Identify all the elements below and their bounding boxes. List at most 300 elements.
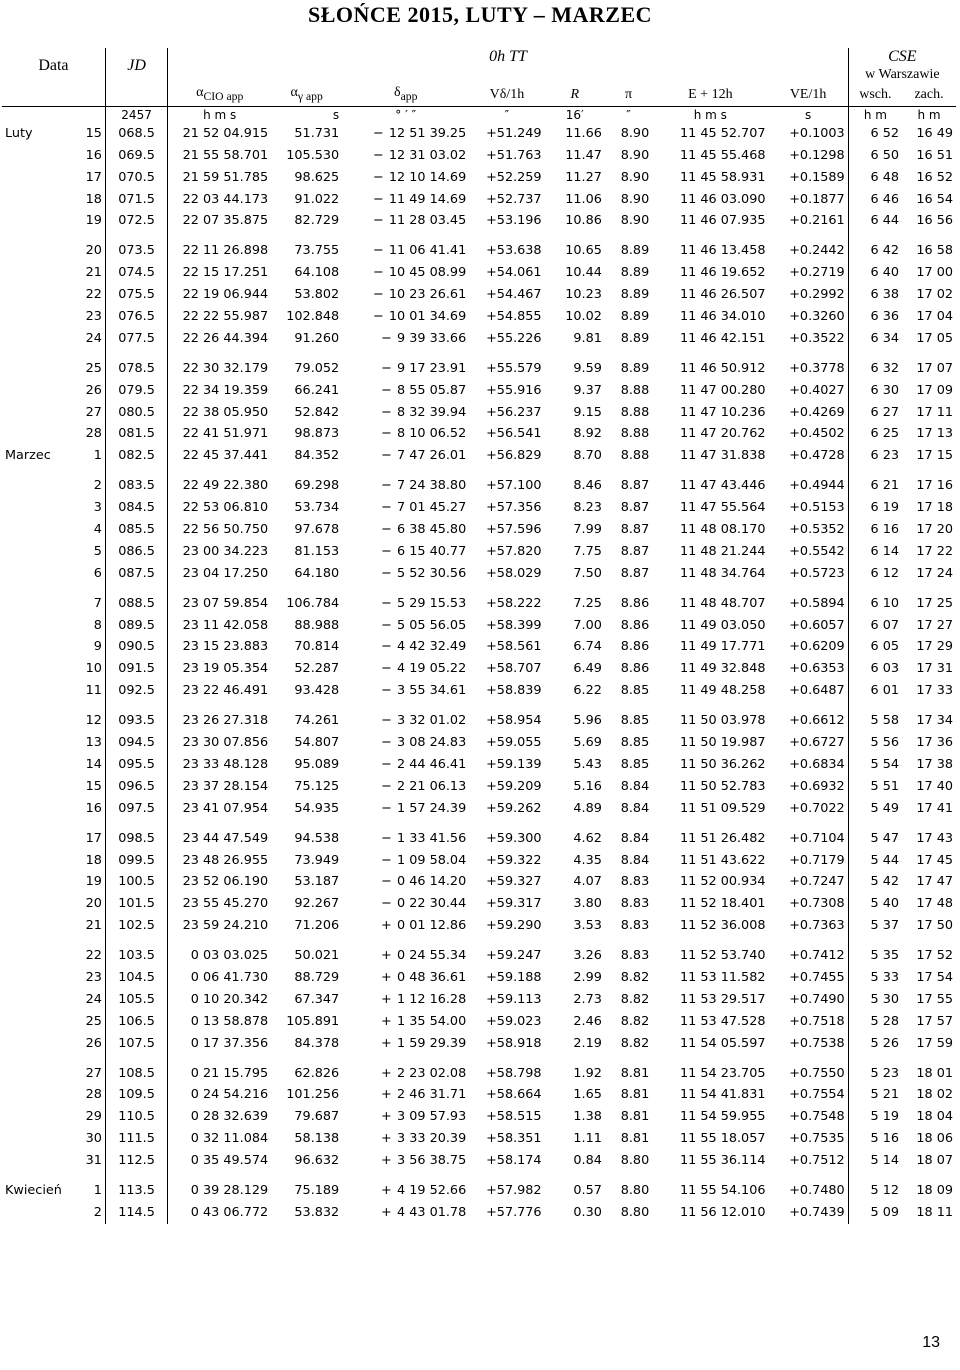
cell-pi: 8.80 <box>620 1204 650 1220</box>
cell-ve: +0.2442 <box>789 243 845 259</box>
dec-sign: − <box>381 617 392 633</box>
cell-r: 3.53 <box>573 918 602 934</box>
dec-value: 10 01 34.69 <box>388 309 467 325</box>
cell-ra: 0 03 03.025 <box>168 937 271 967</box>
cell-vd: +58.561 <box>486 639 542 655</box>
cell-set: 17 11 <box>916 404 953 420</box>
cell-day: 25 <box>85 360 102 376</box>
cell-rise: 6 42 <box>848 232 902 262</box>
cell-set: 17 40 <box>916 778 953 794</box>
cell-ve: +0.4502 <box>789 426 845 442</box>
cell-month <box>2 658 75 680</box>
cell-set: 16 56 <box>916 213 953 229</box>
cell-rise: 5 21 <box>848 1084 902 1106</box>
cell-day: 31 <box>85 1153 102 1169</box>
dec-value: 5 52 30.56 <box>397 565 467 581</box>
cell-vd: +52.259 <box>486 169 542 185</box>
header-wsch: wsch. <box>848 84 902 106</box>
cell-day: 15 <box>85 125 102 141</box>
cell-ve: +0.6932 <box>789 778 845 794</box>
cell-pi: 8.83 <box>620 874 650 890</box>
cell-rag: 95.089 <box>294 756 340 772</box>
unit-wsch: h m <box>848 106 902 123</box>
cell-ve: +0.7535 <box>789 1131 845 1147</box>
cell-dec <box>342 445 469 467</box>
cell-e: 11 47 10.236 <box>680 404 766 420</box>
cell-ra: 23 30 07.856 <box>168 732 271 754</box>
cell-r: 4.35 <box>573 852 602 868</box>
cell-set: 17 41 <box>916 800 953 816</box>
dec-sign: − <box>381 360 392 376</box>
header-delta <box>342 84 469 106</box>
dec-sign: − <box>381 830 392 846</box>
dec-value: 6 15 40.77 <box>397 543 467 559</box>
cell-rise: 5 35 <box>848 937 902 967</box>
alpha-cio-subscript: CIO app <box>203 89 244 103</box>
cell-ra: 23 37 28.154 <box>168 776 271 798</box>
table-row <box>2 732 956 754</box>
cell-vd: +55.579 <box>486 360 542 376</box>
cell-dec <box>342 541 469 563</box>
cell-rise: 6 21 <box>848 467 902 497</box>
dec-sign: + <box>381 969 392 985</box>
dec-value: 3 56 38.75 <box>397 1153 467 1169</box>
cell-ra: 0 17 37.356 <box>168 1033 271 1055</box>
cell-day: 1 <box>93 448 102 464</box>
table-row <box>2 1011 956 1033</box>
dec-sign: − <box>381 522 392 538</box>
cell-rag: 73.755 <box>294 243 340 259</box>
dec-value: 3 55 34.61 <box>397 683 467 699</box>
cell-jd: 079.5 <box>105 380 167 402</box>
dec-value: 7 47 26.01 <box>397 448 467 464</box>
cell-rise: 5 49 <box>848 798 902 820</box>
cell-rise: 5 12 <box>848 1172 902 1202</box>
cell-month <box>2 401 75 423</box>
cell-day: 6 <box>93 565 102 581</box>
cell-month <box>2 328 75 350</box>
cell-r: 10.23 <box>565 287 602 303</box>
cell-r: 2.19 <box>573 1035 602 1051</box>
cell-vd: +55.226 <box>486 330 542 346</box>
cell-e: 11 50 03.978 <box>680 713 766 729</box>
cell-e: 11 52 53.740 <box>680 948 766 964</box>
cell-set: 17 36 <box>916 735 953 751</box>
cell-day: 22 <box>85 287 102 303</box>
cell-dec <box>342 798 469 820</box>
header-data: Data <box>38 57 69 74</box>
cell-month <box>2 1033 75 1055</box>
dec-sign: − <box>381 713 392 729</box>
cell-pi: 8.89 <box>620 287 650 303</box>
cell-set: 18 11 <box>916 1204 953 1220</box>
dec-sign: − <box>372 147 384 163</box>
cell-ra: 21 59 51.785 <box>168 167 271 189</box>
cell-vd: +57.982 <box>486 1182 542 1198</box>
cell-pi: 8.85 <box>620 713 650 729</box>
cell-month <box>2 519 75 541</box>
cell-month <box>2 937 75 967</box>
cell-rag: 53.802 <box>294 287 340 303</box>
cell-ve: +0.4027 <box>789 382 845 398</box>
cell-e: 11 45 52.707 <box>680 125 766 141</box>
cell-e: 11 55 18.057 <box>680 1131 766 1147</box>
cell-set: 18 02 <box>916 1087 953 1103</box>
cell-dec <box>342 467 469 497</box>
cell-vd: +59.023 <box>486 1013 542 1029</box>
cell-set: 17 34 <box>916 713 953 729</box>
cell-ve: +0.6353 <box>789 661 845 677</box>
delta-subscript: app <box>400 89 418 103</box>
cell-month <box>2 636 75 658</box>
cell-month <box>2 1128 75 1150</box>
cell-day: 21 <box>85 265 102 281</box>
cell-dec <box>342 210 469 232</box>
alpha-gamma-subscript: γ app <box>297 89 323 103</box>
cell-dec <box>342 585 469 615</box>
cell-rag: 52.842 <box>294 404 340 420</box>
dec-value: 1 33 41.56 <box>397 830 467 846</box>
cell-day: 18 <box>85 852 102 868</box>
cell-ve: +0.2992 <box>789 287 845 303</box>
cell-ve: +0.7512 <box>789 1153 845 1169</box>
cell-ve: +0.7480 <box>789 1182 845 1198</box>
cell-vd: +59.262 <box>486 800 542 816</box>
cell-rag: 94.538 <box>294 830 340 846</box>
cell-day: 9 <box>93 639 102 655</box>
cell-ve: +0.3260 <box>789 309 845 325</box>
cell-dec <box>342 145 469 167</box>
cell-e: 11 47 55.564 <box>680 500 766 516</box>
cell-e: 11 53 47.528 <box>680 1013 766 1029</box>
cell-ve: +0.5894 <box>789 595 845 611</box>
cell-rag: 51.731 <box>294 125 340 141</box>
cell-jd: 096.5 <box>105 776 167 798</box>
cell-pi: 8.88 <box>620 404 650 420</box>
cell-r: 7.75 <box>573 543 602 559</box>
dec-sign: − <box>372 265 384 281</box>
cell-e: 11 54 05.597 <box>680 1035 766 1051</box>
cell-ve: +0.7538 <box>789 1035 845 1051</box>
dec-value: 1 09 58.04 <box>397 852 467 868</box>
cell-jd: 108.5 <box>105 1054 167 1084</box>
cell-rag: 54.935 <box>294 800 340 816</box>
cell-e: 11 46 07.935 <box>680 213 766 229</box>
cell-ra: 23 11 42.058 <box>168 615 271 637</box>
cell-rag: 91.260 <box>294 330 340 346</box>
dec-value: 0 48 36.61 <box>397 969 467 985</box>
jd-prefix: 2457 <box>105 106 167 123</box>
cell-jd: 099.5 <box>105 849 167 871</box>
cell-vd: +54.855 <box>486 309 542 325</box>
table-row <box>2 915 956 937</box>
cell-ra: 23 22 46.491 <box>168 680 271 702</box>
cell-pi: 8.89 <box>620 243 650 259</box>
dec-value: 0 01 12.86 <box>397 918 467 934</box>
dec-value: 11 28 03.45 <box>388 213 467 229</box>
header-zach: zach. <box>914 86 944 102</box>
cell-vd: +57.820 <box>486 543 542 559</box>
cell-set: 17 20 <box>916 522 953 538</box>
cell-rag: 84.352 <box>294 448 340 464</box>
cell-vd: +57.356 <box>486 500 542 516</box>
unit-vdelta: ″ <box>469 106 544 123</box>
cell-ra: 23 44 47.549 <box>168 820 271 850</box>
cell-pi: 8.84 <box>620 800 650 816</box>
dec-value: 5 05 56.05 <box>397 617 467 633</box>
cell-day: 14 <box>85 756 102 772</box>
dec-sign: − <box>381 448 392 464</box>
cell-day: 21 <box>85 918 102 934</box>
cell-rise: 5 33 <box>848 967 902 989</box>
cell-day: 26 <box>85 382 102 398</box>
cell-ra: 0 24 54.216 <box>168 1084 271 1106</box>
cell-ra: 0 21 15.795 <box>168 1054 271 1084</box>
table-row <box>2 1054 956 1084</box>
cell-r: 0.30 <box>573 1204 602 1220</box>
unit-delta: ° ′ ″ <box>342 106 469 123</box>
cell-e: 11 46 13.458 <box>680 243 766 259</box>
cell-month <box>2 232 75 262</box>
cell-jd: 070.5 <box>105 167 167 189</box>
dec-sign: + <box>381 1087 392 1103</box>
cell-rise: 6 03 <box>848 658 902 680</box>
cell-e: 11 48 08.170 <box>680 522 766 538</box>
cell-month <box>2 1054 75 1084</box>
table-row <box>2 423 956 445</box>
cell-jd: 068.5 <box>105 123 167 145</box>
cell-e: 11 55 36.114 <box>680 1153 766 1169</box>
cell-vd: +56.237 <box>486 404 542 420</box>
table-row <box>2 820 956 850</box>
cell-e: 11 49 17.771 <box>680 639 766 655</box>
cell-rag: 97.678 <box>294 522 340 538</box>
cell-ve: +0.6834 <box>789 756 845 772</box>
cell-dec <box>342 1033 469 1055</box>
cell-day: 1 <box>93 1182 102 1198</box>
cell-set: 17 57 <box>916 1013 953 1029</box>
dec-sign: − <box>372 213 384 229</box>
table-row <box>2 871 956 893</box>
header-vdelta: Vδ/1h <box>489 86 525 102</box>
cell-jd: 114.5 <box>105 1202 167 1224</box>
cell-dec <box>342 615 469 637</box>
cell-jd: 105.5 <box>105 989 167 1011</box>
table-row <box>2 145 956 167</box>
cell-dec <box>342 871 469 893</box>
cell-dec <box>342 732 469 754</box>
cell-vd: +58.707 <box>486 661 542 677</box>
cell-ve: +0.7518 <box>789 1013 845 1029</box>
cell-jd: 069.5 <box>105 145 167 167</box>
cell-ra: 22 34 19.359 <box>168 380 271 402</box>
cell-day: 17 <box>85 169 102 185</box>
cell-dec <box>342 519 469 541</box>
cell-ve: +0.7247 <box>789 874 845 890</box>
cell-day: 11 <box>85 683 102 699</box>
cell-day: 30 <box>85 1131 102 1147</box>
cell-jd: 086.5 <box>105 541 167 563</box>
cell-vd: +59.188 <box>486 969 542 985</box>
cell-day: 29 <box>85 1109 102 1125</box>
cell-set: 17 55 <box>916 991 953 1007</box>
dec-sign: − <box>381 800 392 816</box>
dec-sign: − <box>381 639 392 655</box>
cell-pi: 8.82 <box>620 1013 650 1029</box>
cell-vd: +58.515 <box>486 1109 542 1125</box>
cell-e: 11 46 19.652 <box>680 265 766 281</box>
cell-dec <box>342 658 469 680</box>
cell-month <box>2 1150 75 1172</box>
cell-ra: 22 45 37.441 <box>168 445 271 467</box>
cell-ve: +0.7412 <box>789 948 845 964</box>
cell-rise: 5 58 <box>848 702 902 732</box>
cell-rise: 6 32 <box>848 350 902 380</box>
unit-row <box>2 106 956 123</box>
header-alpha-gamma <box>271 84 342 106</box>
cell-rag: 53.832 <box>294 1204 340 1220</box>
dec-value: 2 23 02.08 <box>397 1065 467 1081</box>
cell-rise: 6 52 <box>848 123 902 145</box>
table-row <box>2 401 956 423</box>
cell-pi: 8.87 <box>620 543 650 559</box>
table-row <box>2 1128 956 1150</box>
cell-pi: 8.84 <box>620 852 650 868</box>
cell-ra: 23 26 27.318 <box>168 702 271 732</box>
cell-day: 16 <box>85 800 102 816</box>
cell-r: 4.89 <box>573 800 602 816</box>
dec-sign: + <box>381 1035 392 1051</box>
cell-vd: +51.249 <box>486 125 542 141</box>
cell-rise: 5 28 <box>848 1011 902 1033</box>
table-row <box>2 1202 956 1224</box>
table-row <box>2 445 956 467</box>
dec-value: 10 45 08.99 <box>388 265 467 281</box>
table-row <box>2 680 956 702</box>
table-row <box>2 563 956 585</box>
cell-pi: 8.83 <box>620 896 650 912</box>
cell-jd: 107.5 <box>105 1033 167 1055</box>
cell-rag: 81.153 <box>294 543 340 559</box>
cell-e: 11 50 36.262 <box>680 756 766 772</box>
cell-pi: 8.84 <box>620 778 650 794</box>
cell-ra: 23 41 07.954 <box>168 798 271 820</box>
cell-vd: +58.029 <box>486 565 542 581</box>
cell-rag: 75.125 <box>294 778 340 794</box>
cell-e: 11 46 42.151 <box>680 330 766 346</box>
cell-jd: 082.5 <box>105 445 167 467</box>
cell-dec <box>342 636 469 658</box>
cell-rise: 6 34 <box>848 328 902 350</box>
cell-jd: 083.5 <box>105 467 167 497</box>
cell-ve: +0.7179 <box>789 852 845 868</box>
cell-r: 7.25 <box>573 595 602 611</box>
cell-ra: 22 19 06.944 <box>168 284 271 306</box>
dec-value: 12 51 39.25 <box>388 125 467 141</box>
cell-ra: 23 07 59.854 <box>168 585 271 615</box>
dec-sign: − <box>381 661 392 677</box>
cell-r: 2.73 <box>573 991 602 1007</box>
dec-sign: + <box>381 1131 392 1147</box>
cell-ve: +0.7490 <box>789 991 845 1007</box>
cell-r: 8.46 <box>573 478 602 494</box>
dec-value: 1 35 54.00 <box>397 1013 467 1029</box>
cell-ve: +0.1003 <box>789 125 845 141</box>
cell-day: 19 <box>85 213 102 229</box>
dec-sign: − <box>381 595 392 611</box>
cell-rise: 6 05 <box>848 636 902 658</box>
cell-dec <box>342 680 469 702</box>
cell-vd: +53.196 <box>486 213 542 229</box>
cell-month: Kwiecień <box>5 1182 62 1198</box>
cell-rag: 54.807 <box>294 735 340 751</box>
cell-rag: 93.428 <box>294 683 340 699</box>
dec-value: 8 32 39.94 <box>397 404 467 420</box>
cell-vd: +59.290 <box>486 918 542 934</box>
dec-sign: − <box>372 309 384 325</box>
header-cse <box>848 48 956 66</box>
cell-day: 22 <box>85 948 102 964</box>
cell-e: 11 53 11.582 <box>680 969 766 985</box>
cell-e: 11 52 00.934 <box>680 874 766 890</box>
cell-pi: 8.85 <box>620 683 650 699</box>
r-prefix: 16′ <box>545 106 605 123</box>
dec-value: 12 10 14.69 <box>388 169 467 185</box>
cell-ve: +0.7455 <box>789 969 845 985</box>
cell-dec <box>342 754 469 776</box>
cell-rise: 6 01 <box>848 680 902 702</box>
cell-month <box>2 497 75 519</box>
cell-ra: 22 22 55.987 <box>168 306 271 328</box>
cell-dec <box>342 820 469 850</box>
cell-set: 17 00 <box>916 265 953 281</box>
cell-ra: 23 00 34.223 <box>168 541 271 563</box>
cell-ve: +0.7439 <box>789 1204 845 1220</box>
cell-e: 11 47 20.762 <box>680 426 766 442</box>
cell-jd: 092.5 <box>105 680 167 702</box>
dec-value: 0 22 30.44 <box>397 896 467 912</box>
cell-e: 11 46 50.912 <box>680 360 766 376</box>
cell-vd: +59.139 <box>486 756 542 772</box>
cell-r: 7.00 <box>573 617 602 633</box>
cell-vd: +54.061 <box>486 265 542 281</box>
table-row <box>2 380 956 402</box>
cell-dec <box>342 232 469 262</box>
cell-pi: 8.80 <box>620 1153 650 1169</box>
cell-dec <box>342 306 469 328</box>
cell-jd: 087.5 <box>105 563 167 585</box>
cell-rag: 82.729 <box>294 213 340 229</box>
cell-ra: 22 49 22.380 <box>168 467 271 497</box>
cell-r: 2.99 <box>573 969 602 985</box>
dec-sign: − <box>381 735 392 751</box>
header-r: R <box>570 86 579 102</box>
table-row <box>2 702 956 732</box>
cell-day: 2 <box>93 478 102 494</box>
dec-sign: − <box>381 382 392 398</box>
cell-day: 23 <box>85 969 102 985</box>
cell-jd: 095.5 <box>105 754 167 776</box>
cell-r: 10.86 <box>565 213 602 229</box>
table-row <box>2 541 956 563</box>
cell-day: 24 <box>85 330 102 346</box>
header-row-3 <box>2 84 956 106</box>
cell-ve: +0.1298 <box>789 147 845 163</box>
cell-r: 5.96 <box>573 713 602 729</box>
cell-r: 1.11 <box>573 1131 602 1147</box>
dec-value: 2 46 31.71 <box>397 1087 467 1103</box>
cell-rise: 5 30 <box>848 989 902 1011</box>
